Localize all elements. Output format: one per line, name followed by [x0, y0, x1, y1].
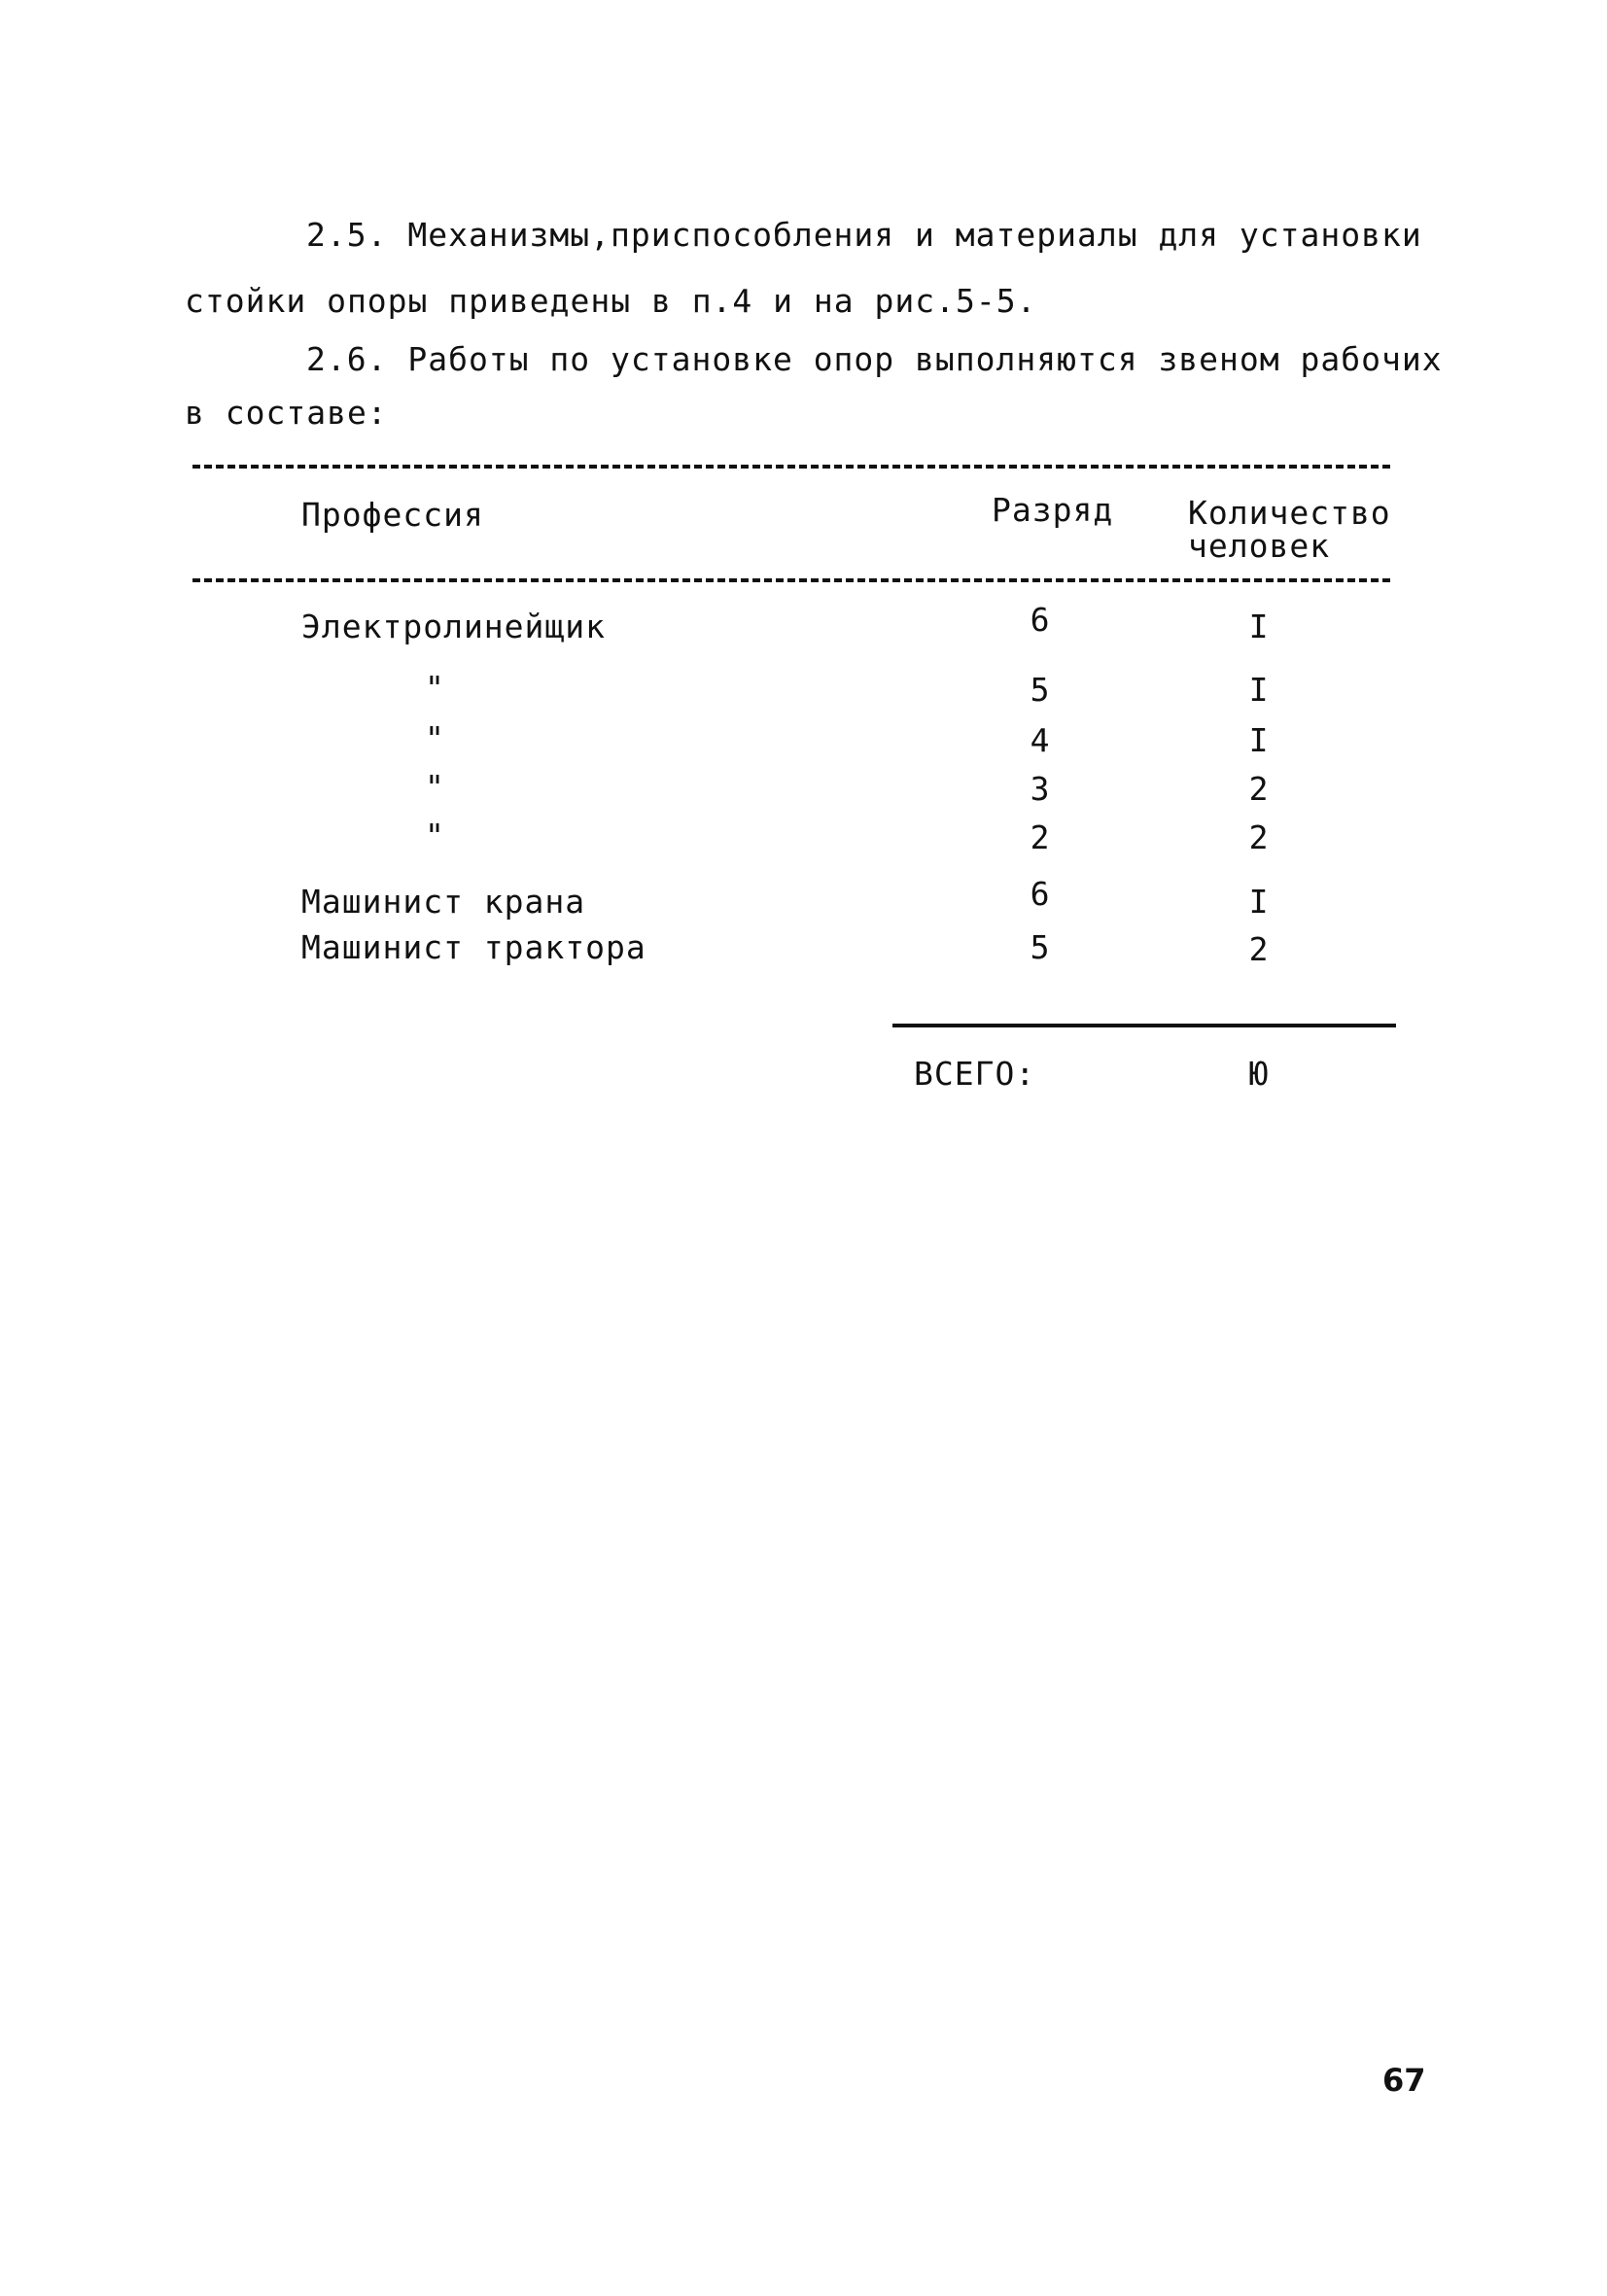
row-1-count: I	[1248, 608, 1270, 645]
paragraph-2-6-line-2: в составе:	[185, 394, 388, 432]
header-count-line-2: человек	[1188, 527, 1331, 565]
row-2-grade: 5	[1030, 671, 1051, 709]
row-3-profession: "	[425, 719, 445, 757]
row-5-profession: "	[425, 817, 445, 854]
total-rule	[892, 1024, 1396, 1027]
row-7-profession: Машинист трактора	[301, 928, 646, 966]
paragraph-2-6-line-1: 2.6. Работы по установке опор выполняются звеном рабочих	[306, 340, 1443, 378]
row-6-profession: Машинист крана	[301, 883, 586, 921]
header-grade: Разряд	[992, 491, 1114, 529]
row-5-grade: 2	[1030, 818, 1051, 856]
row-7-count: 2	[1248, 930, 1270, 968]
table-header-rule	[192, 578, 1390, 582]
header-profession: Профессия	[301, 496, 484, 534]
row-7-grade: 5	[1030, 928, 1051, 966]
paragraph-2-5-line-1: 2.5. Механизмы,приспособления и материалы для установки	[306, 216, 1422, 254]
total-label: ВСЕГО:	[914, 1055, 1036, 1093]
page-number: 67	[1382, 2062, 1426, 2099]
row-2-profession: "	[425, 669, 445, 707]
row-4-count: 2	[1248, 770, 1270, 808]
row-5-count: 2	[1248, 818, 1270, 856]
table-top-rule	[192, 465, 1390, 469]
row-6-grade: 6	[1030, 875, 1051, 913]
row-3-grade: 4	[1030, 721, 1051, 759]
row-2-count: I	[1248, 671, 1270, 709]
row-6-count: I	[1248, 883, 1270, 921]
row-4-profession: "	[425, 768, 445, 806]
header-count-line-1: Количество	[1188, 494, 1391, 532]
row-3-count: I	[1248, 721, 1270, 759]
total-value: Ю	[1248, 1055, 1270, 1093]
row-4-grade: 3	[1030, 770, 1051, 808]
row-1-profession: Электролинейщик	[301, 608, 607, 645]
row-1-grade: 6	[1030, 601, 1051, 639]
paragraph-2-5-line-2: стойки опоры приведены в п.4 и на рис.5-5.	[185, 282, 1037, 320]
